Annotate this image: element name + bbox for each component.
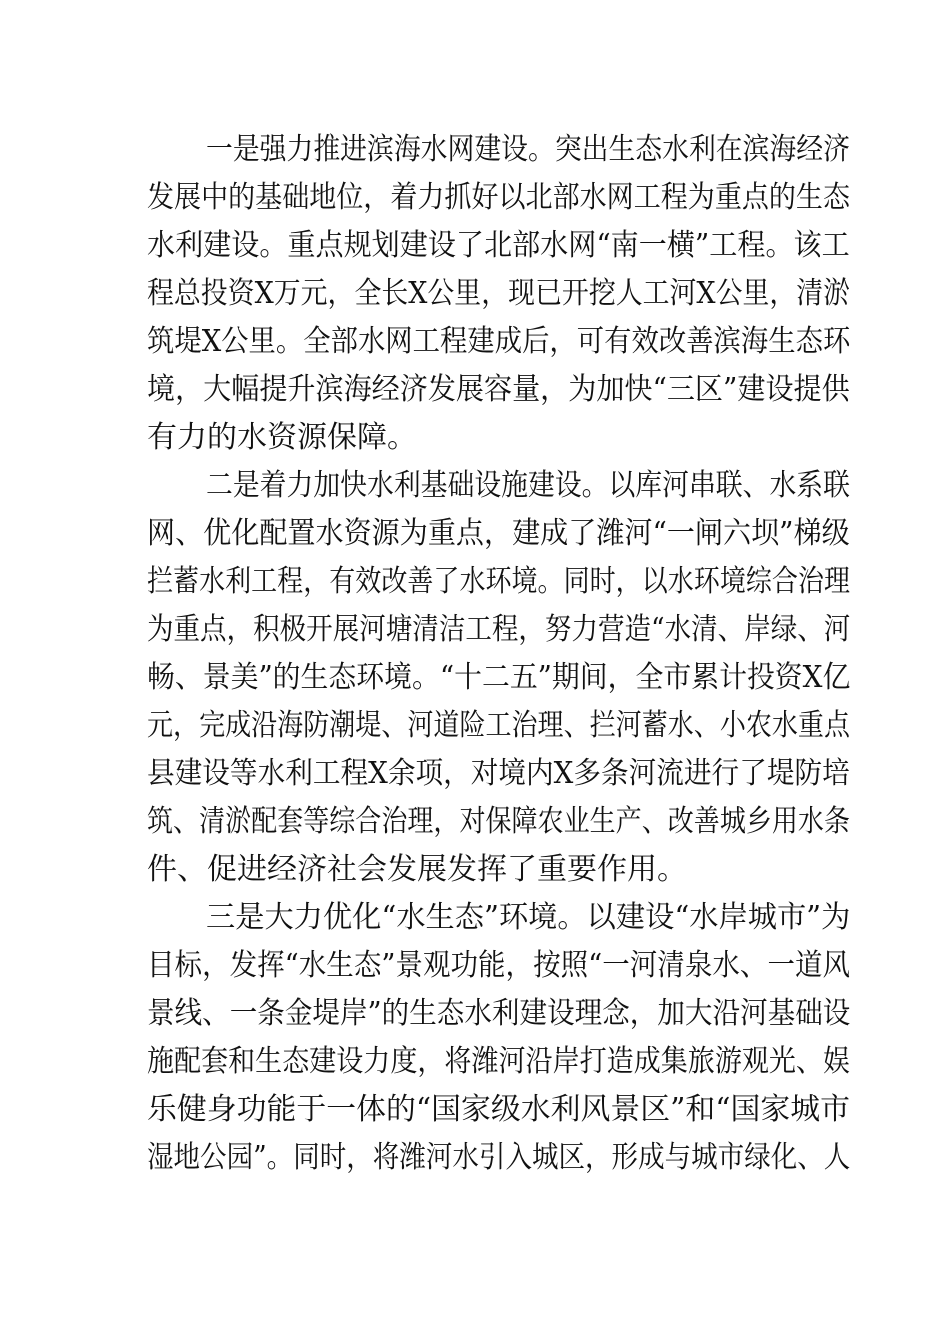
paragraph-1-line-7: 有力的水资源保障。 [147,420,417,455]
paragraph-2-line-5: 畅、景美”的生态环境。“十二五”期间，全市累计投资X亿 [147,660,851,695]
paragraph-1-line-1: 一是强力推进滨海水网建设。突出生态水利在滨海经济 [206,132,850,167]
paragraph-2-line-7: 县建设等水利工程X余项，对境内X多条河流进行了堤防培 [147,756,850,791]
paragraph-2-line-1: 二是着力加快水利基础设施建设。以库河串联、水系联 [206,468,850,503]
paragraph-3-line-6: 湿地公园”。同时，将潍河水引入城区，形成与城市绿化、人 [147,1140,851,1175]
paragraph-2-line-8: 筑、清淤配套等综合治理，对保障农业生产、改善城乡用水条 [147,804,850,839]
paragraph-1-line-5: 筑堤X公里。全部水网工程建成后，可有效改善滨海生态环 [147,324,851,359]
paragraph-3-line-5: 乐健身功能于一体的“国家级水利风景区”和“国家城市 [147,1092,851,1127]
paragraph-2-line-9: 件、促进经济社会发展发挥了重要作用。 [147,852,687,887]
paragraph-2-line-3: 拦蓄水利工程，有效改善了水环境。同时，以水环境综合治理 [147,564,850,599]
paragraph-1-line-6: 境，大幅提升滨海经济发展容量，为加快“三区”建设提供 [147,372,850,407]
paragraph-1-line-4: 程总投资X万元，全长X公里，现已开挖人工河X公里，清淤 [147,276,851,311]
paragraph-3-line-2: 目标，发挥“水生态”景观功能，按照“一河清泉水、一道风 [147,948,851,983]
paragraph-3-line-3: 景线、一条金堤岸”的生态水利建设理念，加大沿河基础设 [147,996,851,1031]
paragraph-3-line-1: 三是大力优化“水生态”环境。以建设“水岸城市”为 [206,900,851,935]
paragraph-3-line-4: 施配套和生态建设力度，将潍河沿岸打造成集旅游观光、娱 [147,1044,851,1079]
paragraph-1-line-2: 发展中的基础地位，着力抓好以北部水网工程为重点的生态 [147,180,851,215]
paragraph-1-line-3: 水利建设。重点规划建设了北部水网“南一横”工程。该工 [147,228,850,263]
paragraph-2-line-2: 网、优化配置水资源为重点，建成了潍河“一闸六坝”梯级 [147,516,850,551]
paragraph-2-line-4: 为重点，积极开展河塘清洁工程，努力营造“水清、岸绿、河 [147,612,851,647]
paragraph-2-line-6: 元，完成沿海防潮堤、河道险工治理、拦河蓄水、小农水重点 [147,708,850,743]
